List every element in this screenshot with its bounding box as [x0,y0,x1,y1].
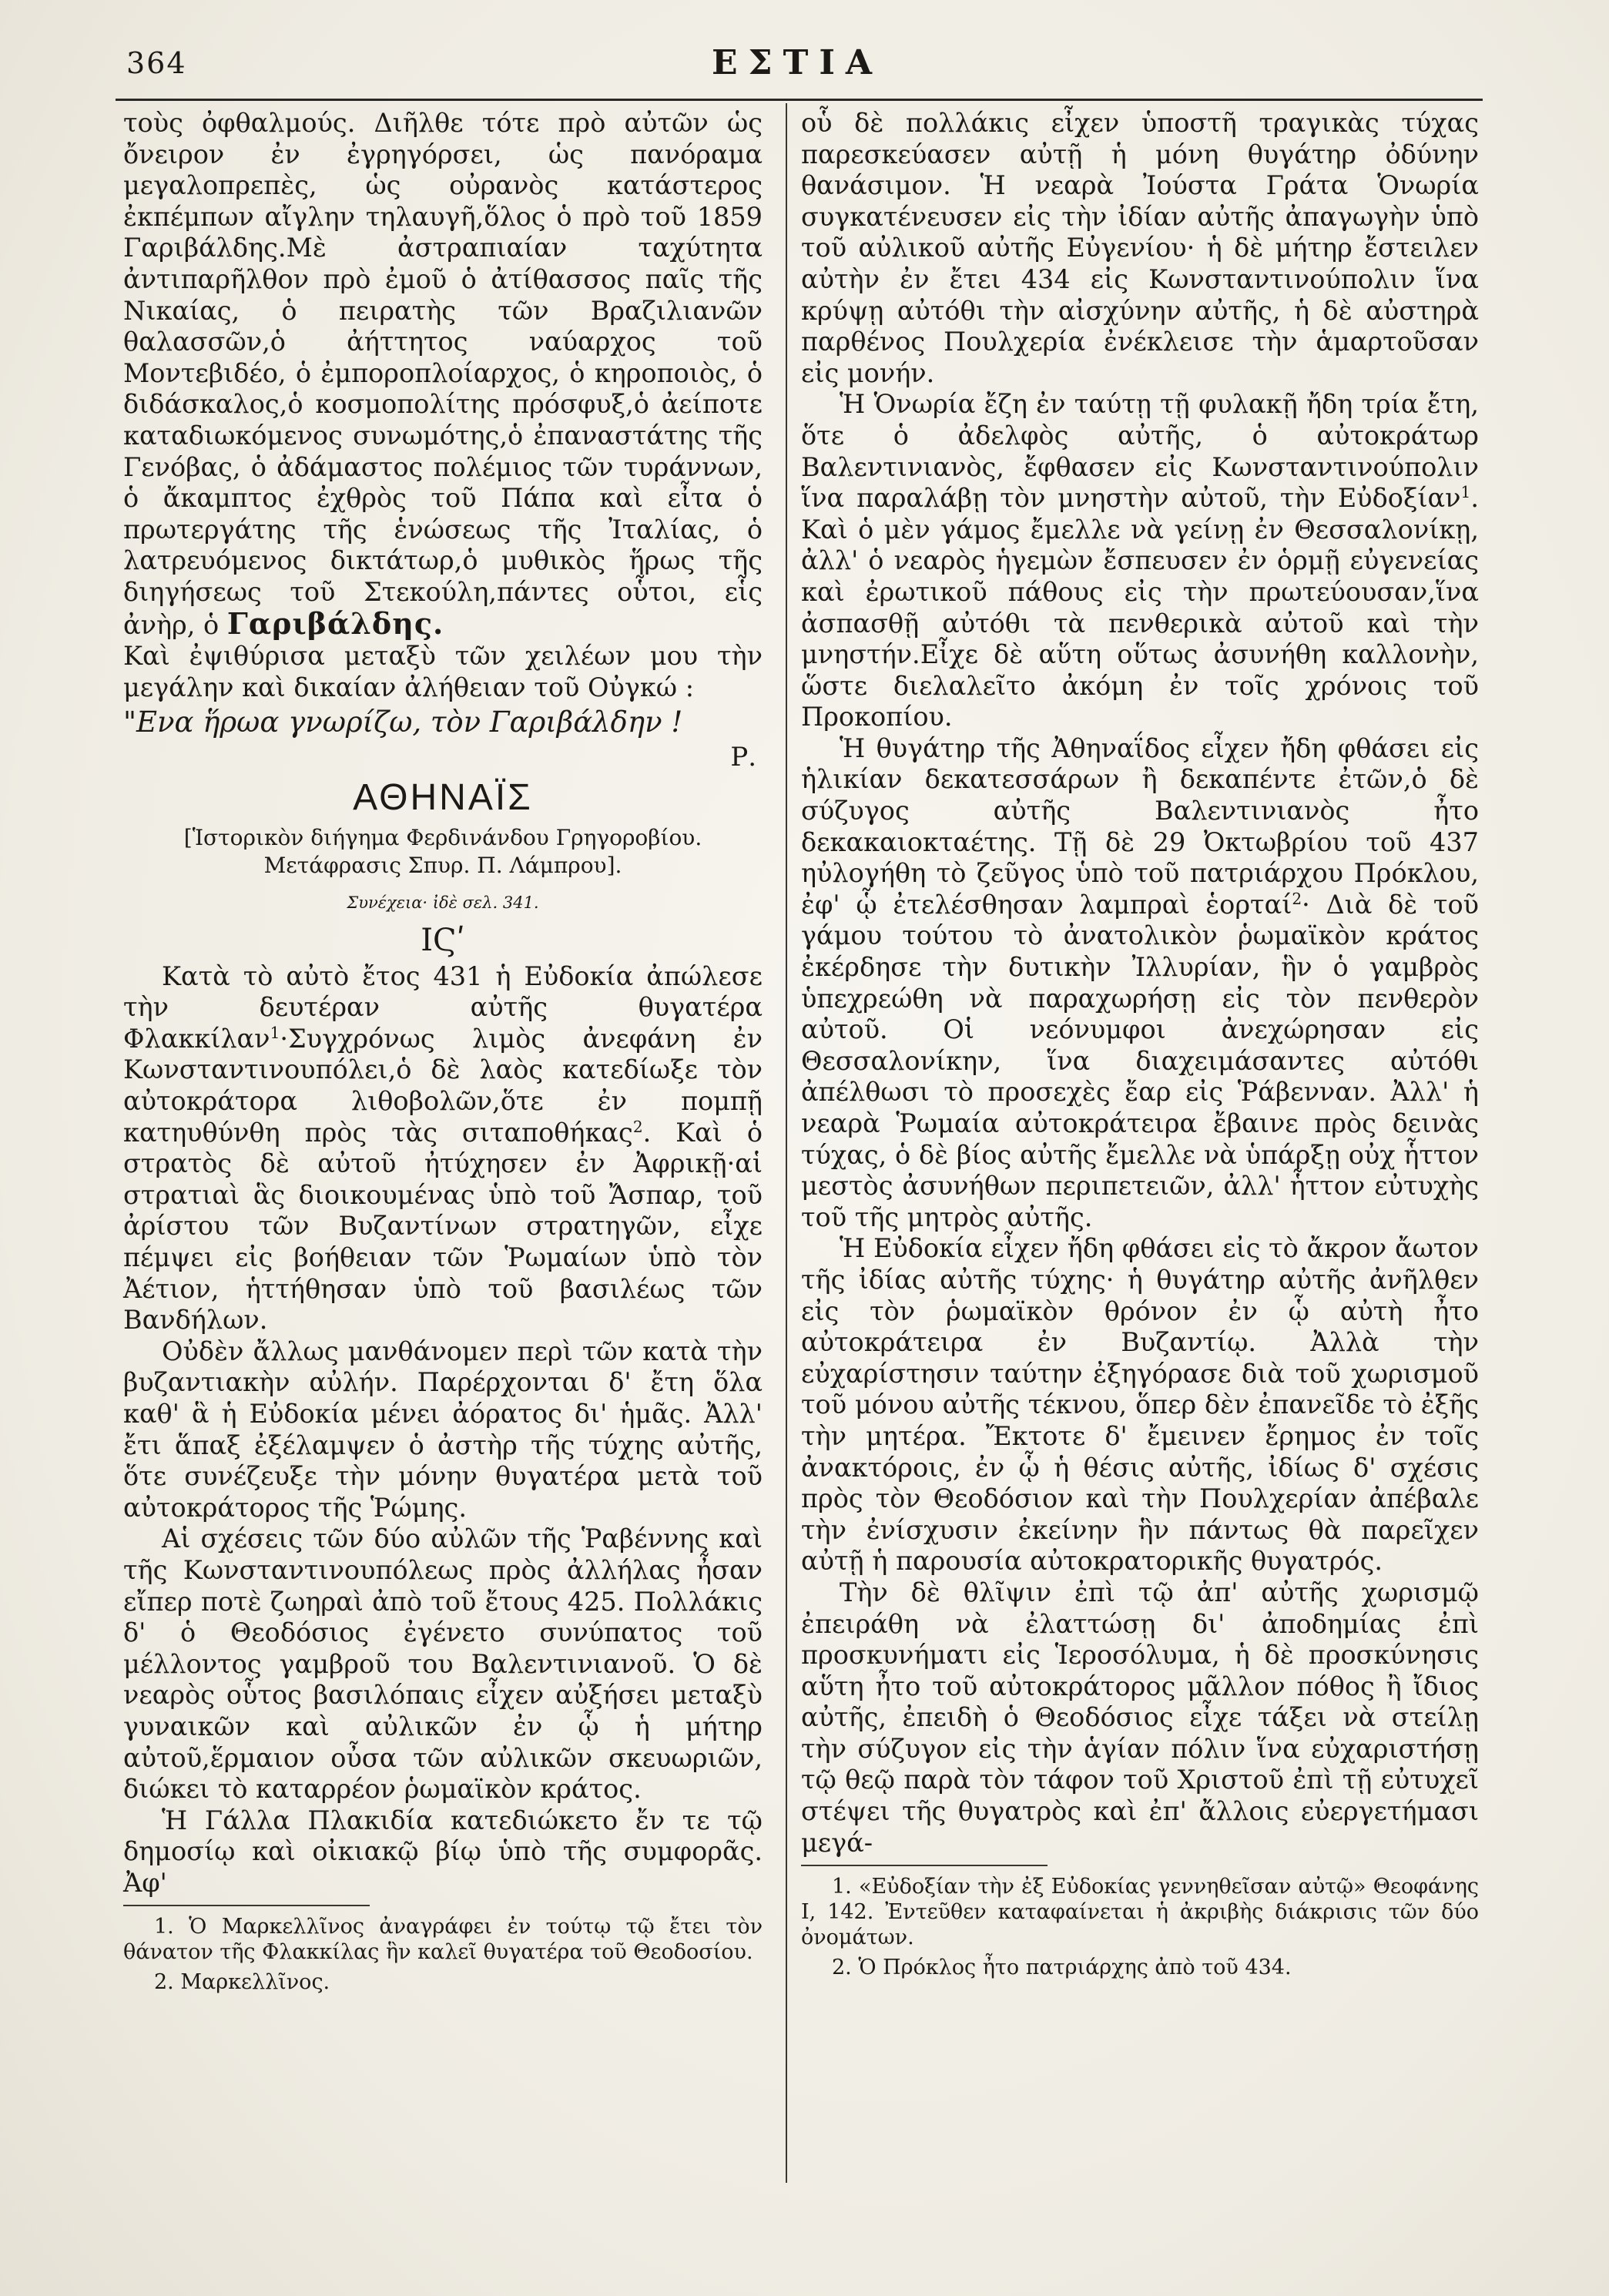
signature: Ρ. [730,742,756,773]
text-run: Ἡ θυγάτηρ τῆς Ἀθηναΐδος εἶχεν ἤδη φθάσει εἰς ἡλικίαν δεκατεσσάρων ἢ δεκαπέντε ἐτῶν,ὁ δὲ σύζυγος αὐτῆς Βαλεντινιανὸς ἦτο δεκακαιοκταέτης. Τῇ δὲ 29 Ὀκτωβρίου τοῦ 437 ηὐλογήθη τὸ ζεῦγος ὑπὸ τοῦ πατριάρχου Πρόκλου, ἐφ' ᾧ ἐτελέσθησαν λαμπραὶ ἑορταί [801,732,1479,920]
text-run: Ἡ Ὁνωρία ἔζη ἐν ταύτῃ τῇ φυλακῇ ἤδη τρία ἔτη, ὅτε ὁ ἀδελφὸς αὐτῆς, ὁ αὐτοκράτωρ Βαλεντινιανὸς, ἔφθασεν εἰς Κωνσταντινούπολιν ἵνα παραλάβῃ τὸν μνηστὴν αὐτοῦ, τὴν Εὐδοξίαν [801,389,1479,514]
intro-text: τοὺς ὀφθαλμούς. Διῆλθε τότε πρὸ αὐτῶν ὡς ὄνειρον ἐν ἐγρηγόρσει, ὡς πανόραμα μεγαλοπρεπὲς, ὡς οὐρανὸς κατάστερος ἐκπέμπων αἴγλην τηλαυγῆ,ὅλος ὁ πρὸ τοῦ 1859 Γαριβάλδης.Μὲ ἀστραπιαίαν ταχύτητα ἀντιπαρῆλθον πρὸ ἐμοῦ ὁ ἀτίθασσος παῖς τῆς Νικαίας, ὁ πειρατὴς τῶν Βραζιλιανῶν θαλασσῶν,ὁ ἀήττητος ναύαρχος τοῦ Μοντεβιδέο, ὁ ἐμποροπλοίαρχος, ὁ κηροποιὸς, ὁ διδάσκαλος,ὁ κοσμοπολίτης πρόσφυξ,ὁ ἀείποτε καταδιωκόμενος συνωμότης,ὁ ἐπαναστάτης τῆς Γενόβας, ὁ ἀδάμαστος πολέμιος τῶν τυράννων, ὁ ἄκαμπτος ἐχθρὸς τοῦ Πάπα καὶ εἶτα ὁ πρωτεργάτης τῆς ἑνώσεως τῆς Ἰταλίας, ὁ λατρευόμενος δικτάτωρ,ὁ μυθικὸς ἥρως τῆς διηγήσεως τοῦ Στεκούλη,πάντες οὗτοι, εἷς ἀνὴρ, ὁ [123,108,763,640]
byline-line-2: Μετάφρασις Σπυρ. Π. Λάμπρου]. [263,853,622,879]
footnote-rule [801,1865,1048,1866]
paragraph [123,961,763,1336]
paragraph: Ἡ Εὐδοκία εἶχεν ἤδη φθάσει εἰς τὸ ἄκρον ἄωτον τῆς ἰδίας αὐτῆς τύχης· ἡ θυγάτηρ αὐτῆς ἀνῆλθεν εἰς τὸν ῥωμαϊκὸν θρόνον ἐν ᾧ αὐτὴ ἦτο αὐτοκράτειρα ἐν Βυζαντίῳ. Ἀλλὰ τὴν εὐχαρίστησιν ταύτην ἐξηγόρασε διὰ τοῦ χωρισμοῦ τοῦ μόνου αὐτῆς τέκνου, ὅπερ δὲν ἐπανεῖδε τὸ ἐξῆς τὴν μητέρα. Ἔκτοτε δ' ἔμεινεν ἔρημος ἐν τοῖς ἀνακτόροις, ἐν ᾧ ἡ θέσις αὐτῆς, ἰδίως δ' σχέσις πρὸς τὸν Θεοδόσιον καὶ τὴν Πουλχερίαν ἀπέβαλε τὴν ἐνίσχυσιν ἐκείνην ἣν πάντως θὰ παρεῖχεν αὐτῇ ἡ παρουσία αὐτοκρατορικῆς θυγατρός. [801,1233,1479,1577]
text-run: . Καὶ ὁ μὲν γάμος ἔμελλε νὰ γείνῃ ἐν Θεσσαλονίκῃ, ἀλλ' ὁ νεαρὸς ἡγεμὼν ἔσπευσεν ἐν ὁρμῇ εὐγενείας καὶ ἐρωτικοῦ πάθους εἰς τὴν πρωτεύουσαν,ἵνα ἀσπασθῇ αὐτόθι τὰ πενθερικὰ αὐτοῦ καὶ τὴν μνηστήν.Εἶχε δὲ αὕτη οὕτως ἀσυνήθη καλλονὴν, ὥστε διελαλεῖτο ἀκόμη ἐν τοῖς χρόνοις τοῦ Προκοπίου. [801,483,1479,732]
footnote-rule [123,1905,370,1906]
footnote-1: 1. Ὁ Μαρκελλῖνος ἀναγράφει ἐν τούτῳ τῷ ἔτει τὸν θάνατον τῆς Φλακκίλας ἣν καλεῖ θυγατέρα τοῦ Θεοδοσίου. [123,1915,763,1965]
header-rule [116,99,1483,101]
footnote-ref: 2 [632,1117,643,1136]
page-number: 364 [126,46,187,80]
hugo-quote: "Ενα ἥρωα γνωρίζω, τὸν Γαριβάλδην ! [123,706,683,739]
page-header [116,31,1479,100]
paragraph: Αἱ σχέσεις τῶν δύο αὐλῶν τῆς Ῥαβέννης καὶ τῆς Κωνσταντινουπόλεως πρὸς ἀλλήλας ἦσαν εἴπερ ποτὲ ζωηραὶ ἀπὸ τοῦ ἔτους 425. Πολλάκις δ' ὁ Θεοδόσιος ἐγένετο συνύπατος τοῦ μέλλοντος γαμβροῦ του Βαλεντινιανοῦ. Ὁ δὲ νεαρὸς οὗτος βασιλόπαις εἶχεν αὐξήσει μεταξὺ γυναικῶν καὶ αὐλικῶν ἐν ᾧ ἡ μήτηρ αὐτοῦ,ἕρμαιον οὖσα τῶν αὐλικῶν σκευωριῶν, διώκει τὸ καταρρέον ῥωμαϊκὸν κράτος. [123,1523,763,1805]
text-run: ·Συγχρόνως λιμὸς ἀνεφάνη ἐν Κωνσταντινουπόλει,ὁ δὲ λαὸς κατεδίωξε τὸν αὐτοκράτορα λιθοβολῶν,ὅτε ἐν πομπῇ κατηυθύνθη πρὸς τὰς σιταποθήκας [123,1023,763,1148]
continuation-note: Συνέχεια· ἰδὲ σελ. 341. [347,893,539,913]
right-column [801,108,1479,1985]
running-title: ΕΣΤΙΑ [711,43,883,82]
garibaldi-name: Γαριβάλδης. [226,605,444,641]
footnotes [123,1914,763,1995]
left-column [123,108,763,1999]
paragraph: Τὴν δὲ θλῖψιν ἐπὶ τῷ ἀπ' αὐτῆς χωρισμῷ ἐπειράθη νὰ ἐλαττώσῃ δι' ἀποδημίας ἐπὶ προσκυνήματι εἰς Ἱεροσόλυμα, ἡ δὲ προσκύνησις αὕτη ἦτο τοῦ αὐτοκράτορος μᾶλλον πόθος ἢ ἴδιος αὐτῆς, ἐπειδὴ ὁ Θεοδόσιος εἶχε τάξει νὰ στείλῃ τὴν σύζυγον εἰς τὴν ἁγίαν πόλιν ἵνα εὐχαριστήσῃ τῷ θεῷ παρὰ τὸν τάφον τοῦ Χριστοῦ ἐπὶ τῇ εὐτυχεῖ στέψει τῆς θυγατρὸς καὶ ἐπ' ἄλλοις εὐεργετήμασι μεγά- [801,1577,1479,1858]
text-run: Κατὰ τὸ αὐτὸ ἔτος 431 ἡ Εὐδοκία ἀπώλεσε τὴν δευτέραν αὐτῆς θυγατέρα Φλακκίλαν [123,960,763,1054]
footnote-2: 2. Μαρκελλῖνος. [154,1970,330,1995]
byline-line-1: [Ἱστορικὸν διήγημα Φερδινάνδου Γρηγοροβίου. [183,825,702,851]
paragraph: οὗ δὲ πολλάκις εἶχεν ὑποστῆ τραγικὰς τύχας παρεσκεύασεν αὐτῇ ἡ μόνη θυγάτηρ ὀδύνην θανάσιμον. Ἡ νεαρὰ Ἰούστα Γράτα Ὁνωρία συγκατένευσεν εἰς τὴν ἰδίαν αὐτῆς ἀπαγωγὴν ὑπὸ τοῦ αὐλικοῦ αὐτῆς Εὐγενίου· ἡ δὲ μήτηρ ἔστειλεν αὐτὴν ἐν ἔτει 434 εἰς Κωνσταντινούπολιν ἵνα κρύψῃ αὐτόθι τὴν αἰσχύνην αὐτῆς, ἡ δὲ αὐστηρὰ παρθένος Πουλχερία ἐνέκλεισε τὴν ἁμαρτοῦσαν εἰς μονήν. [801,108,1479,388]
paragraph [801,389,1479,733]
column-divider [786,103,787,2183]
article-title: ΑΘΗΝΑΪΣ [353,776,533,818]
footnote-2: 2. Ὁ Πρόκλος ἦτο πατριάρχης ἀπὸ τοῦ 434. [832,1956,1292,1980]
paragraph: Οὐδὲν ἄλλως μανθάνομεν περὶ τῶν κατὰ τὴν βυζαντιακὴν αὐλήν. Παρέρχονται δ' ἔτη ὅλα καθ' ἃ ἡ Εὐδοκία μένει ἀόρατος δι' ἡμᾶς. Ἀλλ' ἔτι ἅπαξ ἐξέλαμψεν ὁ ἀστὴρ τῆς τύχης αὐτῆς, ὅτε συνέζευξε τὴν μόνην θυγατέρα μετὰ τοῦ αὐτοκράτορος τῆς Ῥώμης. [123,1336,763,1523]
footnote-ref: 1 [270,1023,280,1042]
chapter-number: ΙϚʹ [421,923,465,959]
footnote-ref: 1 [1460,482,1471,501]
paragraph: Καὶ ἐψιθύρισα μεταξὺ τῶν χειλέων μου τὴν μεγάλην καὶ δικαίαν ἀλήθειαν τοῦ Οὐγκώ : [123,641,763,702]
footnote-ref: 2 [1292,889,1302,908]
footnotes [801,1874,1479,1980]
text-run: · Διὰ δὲ τοῦ γάμου τούτου τὸ ἀνατολικὸν ῥωμαϊκὸν κράτος ἐκέρδησε τὴν δυτικὴν Ἰλλυρίαν, ἣν ὁ γαμβρὸς ὑπεχρεώθη νὰ παραχωρήσῃ εἰς τὸν πενθερὸν αὐτοῦ. Οἱ νεόνυμφοι ἀνεχώρησαν εἰς Θεσσαλονίκην, ἵνα διαχειμάσαντες αὐτόθι ἀπέλθωσι τὸ προσεχὲς ἔαρ εἰς Ῥάβενναν. Ἀλλ' ἡ νεαρὰ Ῥωμαία αὐτοκράτειρα ἔβαινε πρὸς δεινὰς τύχας, ὁ δὲ βίος αὐτῆς ἔμελλε νὰ ὑπάρξῃ οὐχ ἧττον μεστὸς ἀσυνήθων περιπετειῶν, ἀλλ' ἧττον εὐτυχὴς τοῦ τῆς μητρὸς αὐτῆς. [801,889,1479,1232]
footnote-1: 1. «Εὐδοξίαν τὴν ἐξ Εὐδοκίας γεννηθεῖσαν αὐτῷ» Θεοφάνης Ι, 142. Ἐντεῦθεν καταφαίνεται ἡ ἀκριβὴς διάκρισις τῶν δύο ὀνομάτων. [801,1875,1479,1950]
text-run: . Καὶ ὁ στρατὸς δὲ αὐτοῦ ἠτύχησεν ἐν Ἀφρικῇ·αἱ στρατιαὶ ἃς διοικουμένας ὑπὸ τοῦ Ἄσπαρ, τοῦ ἀρίστου τῶν Βυζαντίνων στρατηγῶν, εἶχε πέμψει εἰς βοήθειαν τῶν Ῥωμαίων ὑπὸ τὸν Ἀέτιον, ἡττήθησαν ὑπὸ τοῦ βασιλέως τῶν Βανδήλων. [123,1117,763,1336]
paragraph [123,108,763,641]
paragraph: Ἡ Γάλλα Πλακιδία κατεδιώκετο ἔν τε τῷ δημοσίῳ καὶ οἰκιακῷ βίῳ ὑπὸ τῆς συμφορᾶς. Ἀφ' [123,1805,763,1898]
paragraph [801,733,1479,1234]
